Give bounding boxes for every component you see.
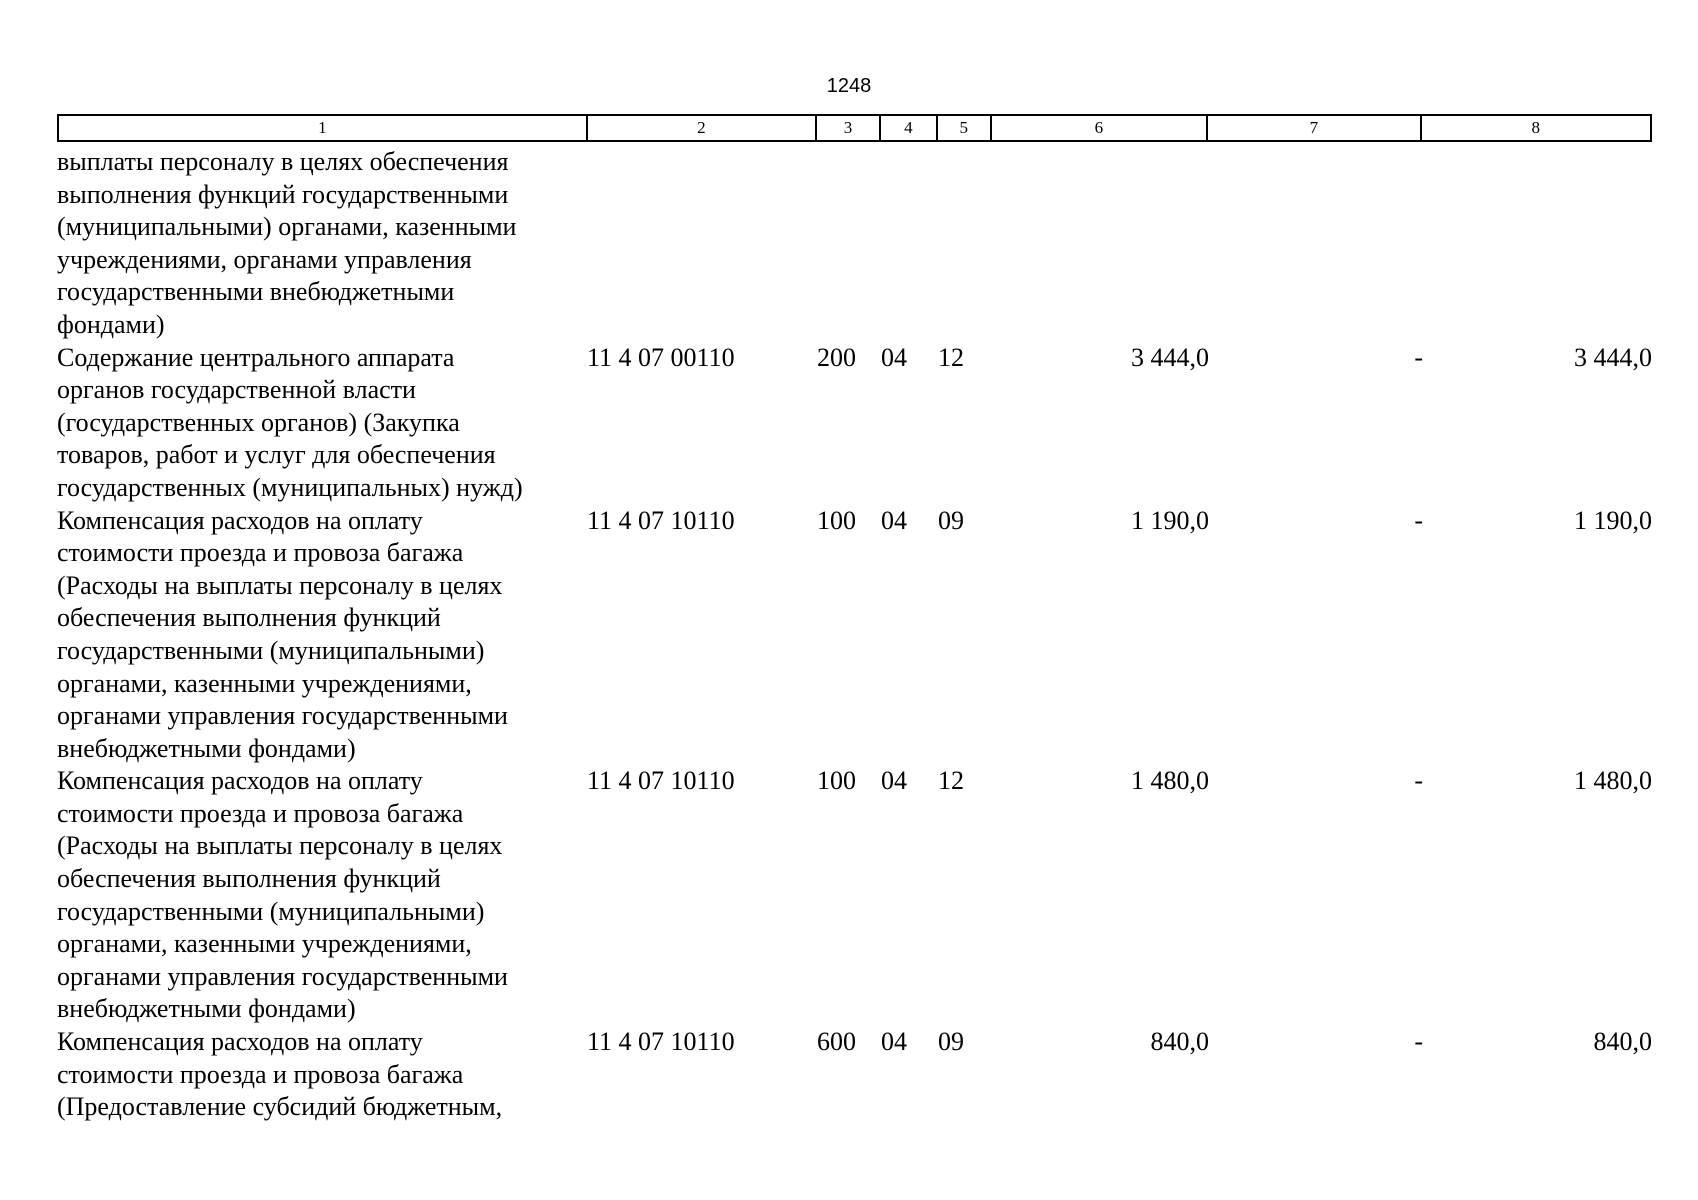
description-line: (муниципальными) органами, казенными xyxy=(57,212,517,242)
subsection-code: 12 xyxy=(938,342,964,372)
column-header-5: 5 xyxy=(938,116,992,140)
row-description xyxy=(57,342,587,505)
description-line: фондами) xyxy=(57,309,165,339)
description-line: внебюджетными фондами) xyxy=(57,733,356,763)
subsection-code: 12 xyxy=(938,766,964,796)
description-line: органами управления государственными xyxy=(57,961,508,991)
column-header-8: 8 xyxy=(1531,118,1541,137)
description-line: государственными внебюджетными xyxy=(57,277,455,307)
target-article-code: 11 4 07 10110 xyxy=(587,766,735,796)
description-line: органами, казенными учреждениями, xyxy=(57,929,472,959)
amount-col-8: 1 480,0 xyxy=(1574,766,1652,796)
description-line: учреждениями, органами управления xyxy=(57,244,472,274)
target-article-code: 11 4 07 10110 xyxy=(587,1027,735,1057)
column-header-6: 6 xyxy=(992,116,1208,140)
row-description xyxy=(57,1026,587,1124)
table-row xyxy=(57,765,1652,1026)
description-line: внебюджетными фондами) xyxy=(57,994,356,1024)
subsection-code: 09 xyxy=(938,1027,964,1057)
amount-col-7: - xyxy=(1414,505,1423,535)
description-line: выполнения функций государственными xyxy=(57,179,509,209)
expense-type-code: 600 xyxy=(817,1027,856,1057)
section-code: 04 xyxy=(881,766,907,796)
amount-col-7: - xyxy=(1414,342,1423,372)
row-description xyxy=(57,146,587,342)
page-number: 1248 xyxy=(826,75,872,97)
description-line: стоимости проезда и провоза багажа xyxy=(57,538,464,568)
section-code: 04 xyxy=(881,505,907,535)
description-line: Компенсация расходов на оплату xyxy=(57,505,423,535)
description-line: обеспечения выполнения функций xyxy=(57,603,441,633)
column-header-4: 4 xyxy=(881,116,938,140)
description-line: государственными (муниципальными) xyxy=(57,896,485,926)
description-line: Компенсация расходов на оплату xyxy=(57,766,423,796)
amount-col-7: - xyxy=(1414,766,1423,796)
table-row xyxy=(57,146,1652,342)
target-article-code: 11 4 07 10110 xyxy=(587,505,735,535)
row-description xyxy=(57,505,587,766)
description-line: стоимости проезда и провоза багажа xyxy=(57,798,464,828)
table-row xyxy=(57,505,1652,766)
description-line: выплаты персоналу в целях обеспечения xyxy=(57,147,509,176)
column-header-3: 3 xyxy=(817,116,881,140)
expense-type-code: 100 xyxy=(817,505,856,535)
amount-col-6: 1 480,0 xyxy=(1131,766,1209,796)
section-code: 04 xyxy=(881,1027,907,1057)
amount-col-7: - xyxy=(1414,1027,1423,1057)
description-line: товаров, работ и услуг для обеспечения xyxy=(57,440,496,470)
amount-col-8: 3 444,0 xyxy=(1574,342,1652,372)
amount-col-8: 840,0 xyxy=(1593,1027,1652,1057)
description-line: органов государственной власти xyxy=(57,375,416,405)
description-line: органами, казенными учреждениями, xyxy=(57,668,472,698)
description-line: (государственных органов) (Закупка xyxy=(57,407,460,437)
amount-col-6: 3 444,0 xyxy=(1131,342,1209,372)
column-header-7: 7 xyxy=(1208,116,1421,140)
description-line: Компенсация расходов на оплату xyxy=(57,1027,423,1057)
description-line: государственных (муниципальных) нужд) xyxy=(57,472,523,502)
table-row xyxy=(57,1026,1652,1124)
column-header-2: 2 xyxy=(588,116,817,140)
row-description xyxy=(57,765,587,1026)
description-line: (Предоставление субсидий бюджетным, xyxy=(57,1092,503,1122)
subsection-code: 09 xyxy=(938,505,964,535)
description-line: органами управления государственными xyxy=(57,701,508,731)
amount-col-6: 1 190,0 xyxy=(1131,505,1209,535)
table-header xyxy=(57,114,1652,142)
expense-type-code: 100 xyxy=(817,766,856,796)
description-line: (Расходы на выплаты персоналу в целях xyxy=(57,831,503,861)
description-line: (Расходы на выплаты персоналу в целях xyxy=(57,570,503,600)
section-code: 04 xyxy=(881,342,907,372)
description-line: государственными (муниципальными) xyxy=(57,635,485,665)
expense-type-code: 200 xyxy=(817,342,856,372)
amount-col-6: 840,0 xyxy=(1150,1027,1209,1057)
description-line: обеспечения выполнения функций xyxy=(57,864,441,894)
amount-col-8: 1 190,0 xyxy=(1574,505,1652,535)
table-body xyxy=(57,146,1652,1124)
description-line: Содержание центрального аппарата xyxy=(57,342,455,372)
description-line: стоимости проезда и провоза багажа xyxy=(57,1059,464,1089)
table-row xyxy=(57,342,1652,505)
column-header-1: 1 xyxy=(59,116,588,140)
target-article-code: 11 4 07 00110 xyxy=(587,342,735,372)
